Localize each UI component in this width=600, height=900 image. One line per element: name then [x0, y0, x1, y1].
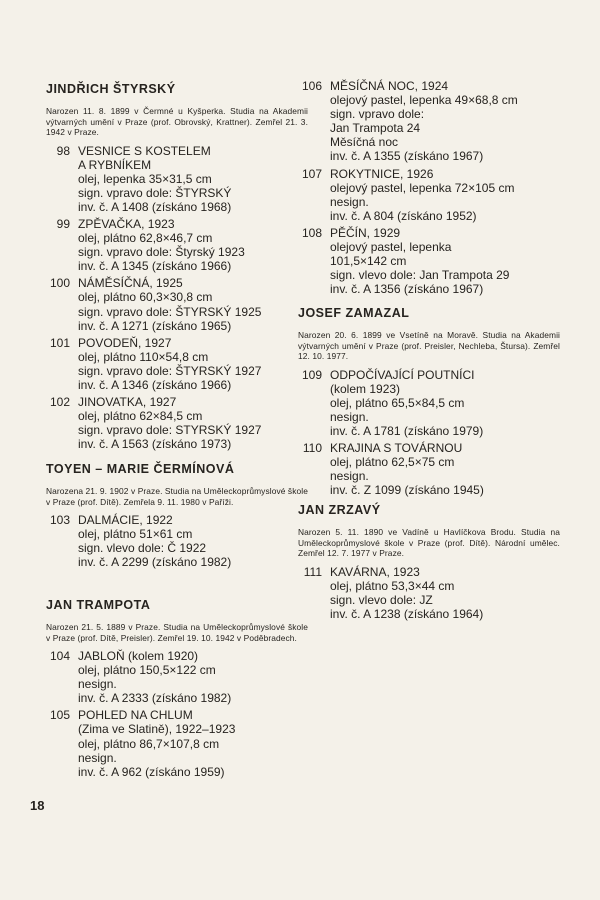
artist-section-trampota — [46, 598, 308, 782]
work-details — [330, 167, 514, 223]
work-inventory: inv. č. A 1346 (získáno 1966) — [78, 378, 232, 392]
work-number: 108 — [301, 225, 322, 240]
work-title-cont: A RYBNÍKEM — [78, 157, 152, 172]
work-medium: olej, plátno 60,3×30,8 cm — [78, 290, 213, 305]
work-details — [330, 79, 518, 164]
work-signature: nesign. — [330, 194, 369, 209]
work-number: 104 — [49, 649, 70, 663]
work-signature: nesign. — [78, 750, 117, 765]
work-entry — [298, 226, 560, 296]
work-details — [78, 217, 245, 273]
work-entry — [46, 708, 308, 778]
work-title: VESNICE S KOSTELEM — [78, 143, 211, 158]
work-signature: sign. vpravo dole: Štyrský 1923 — [78, 245, 245, 260]
works-list — [46, 513, 308, 569]
work-inventory: inv. č. A 1271 (získáno 1965) — [78, 318, 232, 333]
work-date: (kolem 1923) — [330, 381, 401, 396]
artist-bio: Narozen 21. 5. 1889 v Praze. Studia na Uměleckoprůmyslové škole v Praze (prof. Dítě, Preisler). Zemřel 19. 10. 1942 v Poděbradech. — [46, 622, 308, 643]
work-medium: olejový pastel, lepenka 49×68,8 cm — [330, 93, 518, 108]
work-details — [78, 144, 231, 214]
artist-name: JAN ZRZAVÝ — [298, 503, 381, 517]
work-inventory: inv. č. A 1355 (získáno 1967) — [330, 149, 484, 164]
work-title: KAVÁRNA, 1923 — [330, 564, 420, 579]
work-medium: olej, plátno 62×84,5 cm — [78, 409, 203, 424]
work-inventory: inv. č. Z 1099 (získáno 1945) — [330, 483, 484, 498]
work-title: KRAJINA S TOVÁRNOU — [330, 440, 463, 455]
work-inventory: inv. č. A 1345 (získáno 1966) — [78, 259, 232, 274]
work-medium: olejový pastel, lepenka — [330, 240, 452, 255]
work-inventory: inv. č. A 2333 (získáno 1982) — [78, 691, 232, 706]
work-details — [78, 395, 261, 451]
work-signature: sign. vpravo dole: ŠTYRSKÝ 1927 — [78, 363, 262, 378]
work-details — [78, 649, 231, 705]
work-number: 102 — [49, 395, 70, 410]
work-medium: olej, plátno 62,5×75 cm — [330, 455, 455, 470]
work-medium: olej, plátno 65,5×84,5 cm — [330, 395, 465, 410]
work-details — [78, 513, 231, 569]
work-entry — [298, 167, 560, 223]
artist-bio: Narozen 20. 6. 1899 ve Vsetíně na Moravě. Studia na Akademii výtvarných umění v Praze (prof. Preisler, Nechleba, Štursa). Zemřel 12. 10. 1977. — [298, 330, 560, 361]
artist-section-zrzavy — [298, 503, 560, 624]
continued-works-trampota — [298, 79, 560, 299]
work-title: DALMÁCIE, 1922 — [78, 513, 173, 527]
work-inventory: inv. č. A 1408 (získáno 1968) — [78, 199, 232, 214]
work-medium: olej, lepenka 35×31,5 cm — [78, 171, 212, 186]
work-inventory: inv. č. A 962 (získáno 1959) — [78, 764, 225, 779]
work-entry — [46, 513, 308, 569]
work-inventory: inv. č. A 804 (získáno 1952) — [330, 208, 477, 223]
work-entry — [298, 368, 560, 438]
work-title: PĚČÍN, 1929 — [330, 225, 401, 240]
work-details — [330, 565, 483, 621]
work-signature: nesign. — [78, 677, 117, 692]
work-signature: sign. vlevo dole: Č 1922 — [78, 541, 207, 556]
works-list — [46, 144, 308, 452]
work-signature: nesign. — [330, 409, 369, 424]
artist-bio: Narozena 21. 9. 1902 v Praze. Studia na Uměleckoprůmyslové škole v Praze (prof. Dítě). Zemřela 9. 11. 1980 v Paříži. — [46, 486, 308, 507]
work-title: ODPOČÍVAJÍCÍ POUTNÍCI — [330, 367, 475, 382]
artist-section-zamazal — [298, 306, 560, 500]
work-signature: sign. vpravo dole: ŠTYRSKÝ 1925 — [78, 304, 262, 319]
artist-name: JOSEF ZAMAZAL — [298, 306, 410, 320]
works-list — [46, 649, 308, 779]
work-number: 111 — [303, 564, 322, 579]
work-dimensions: 101,5×142 cm — [330, 254, 407, 269]
work-number: 105 — [49, 708, 70, 723]
work-number: 109 — [301, 367, 322, 382]
work-number: 110 — [302, 440, 322, 455]
artist-bio: Narozen 5. 11. 1890 ve Vadíně u Havlíčkova Brodu. Studia na Uměleckoprůmyslové škole v Praze (prof. Dítě). Národní umělec. Zemřel 12. 7. 1977 v Praze. — [298, 527, 560, 558]
artist-name: JAN TRAMPOTA — [46, 598, 151, 612]
work-entry — [46, 217, 308, 273]
work-details — [330, 226, 509, 296]
artist-section-toyen — [46, 462, 308, 572]
works-list — [298, 565, 560, 621]
work-details — [78, 336, 261, 392]
work-entry — [46, 276, 308, 332]
work-number: 103 — [49, 513, 70, 527]
work-entry — [298, 441, 560, 497]
page-number: 18 — [30, 798, 45, 813]
work-medium: olej, plátno 62,8×46,7 cm — [78, 231, 213, 246]
work-signature: sign. vpravo dole: STYRSKÝ 1927 — [78, 423, 262, 438]
work-signature: sign. vpravo dole: ŠTYRSKÝ — [78, 185, 232, 200]
work-medium: olej, plátno 53,3×44 cm — [330, 578, 455, 593]
work-medium: olej, plátno 86,7×107,8 cm — [78, 736, 220, 751]
work-inventory: inv. č. A 1356 (získáno 1967) — [330, 282, 484, 297]
work-signature: sign. vlevo dole: Jan Trampota 29 — [330, 268, 510, 283]
work-title: MĚSÍČNÁ NOC, 1924 — [330, 79, 449, 93]
work-title: JABLOŇ (kolem 1920) — [78, 649, 199, 663]
work-details — [330, 368, 483, 438]
work-number: 101 — [49, 335, 70, 350]
work-inventory: inv. č. A 1238 (získáno 1964) — [330, 606, 484, 621]
artist-section-styrsky — [46, 82, 308, 454]
work-number: 100 — [49, 276, 70, 291]
work-medium: olejový pastel, lepenka 72×105 cm — [330, 180, 515, 195]
work-number: 99 — [56, 216, 70, 231]
work-entry — [298, 79, 560, 164]
work-entry — [298, 565, 560, 621]
work-medium: olej, plátno 51×61 cm — [78, 527, 193, 542]
work-number: 107 — [301, 166, 322, 181]
work-signature-text: Měsíčná noc — [330, 135, 399, 150]
works-list — [298, 368, 560, 498]
work-entry — [46, 144, 308, 214]
work-subtitle: (Zima ve Slatině), 1922–1923 — [78, 722, 236, 737]
work-title: ROKYTNICE, 1926 — [330, 166, 434, 181]
work-title: POHLED NA CHLUM — [78, 708, 193, 723]
work-number: 98 — [56, 143, 70, 158]
work-number: 106 — [301, 79, 322, 93]
work-details — [330, 441, 484, 497]
work-medium: olej, plátno 150,5×122 cm — [78, 663, 216, 678]
work-signature: sign. vpravo dole: — [330, 107, 425, 122]
work-inventory: inv. č. A 2299 (získáno 1982) — [78, 555, 232, 570]
work-inventory: inv. č. A 1781 (získáno 1979) — [330, 423, 484, 438]
work-title: NÁMĚSÍČNÁ, 1925 — [78, 276, 183, 291]
work-details — [78, 708, 235, 778]
work-title: JINOVATKA, 1927 — [78, 395, 177, 410]
work-signature: sign. vlevo dole: JZ — [330, 592, 433, 607]
work-signature-text: Jan Trampota 24 — [330, 121, 421, 136]
artist-name: TOYEN – MARIE ČERMÍNOVÁ — [46, 462, 235, 476]
work-inventory: inv. č. A 1563 (získáno 1973) — [78, 437, 232, 452]
work-title: POVODEŇ, 1927 — [78, 335, 172, 350]
work-entry — [46, 395, 308, 451]
work-title: ZPĚVAČKA, 1923 — [78, 216, 175, 231]
work-signature: nesign. — [330, 469, 369, 484]
work-entry — [46, 336, 308, 392]
work-entry — [46, 649, 308, 705]
work-details — [78, 276, 261, 332]
artist-name: JINDŘICH ŠTYRSKÝ — [46, 82, 176, 96]
work-medium: olej, plátno 110×54,8 cm — [78, 349, 209, 364]
artist-bio: Narozen 11. 8. 1899 v Čermné u Kyšperka. Studia na Akademii výtvarných umění v Praze (prof. Obrovský, Krattner). Zemřel 21. 3. 1942 v Praze. — [46, 106, 308, 137]
